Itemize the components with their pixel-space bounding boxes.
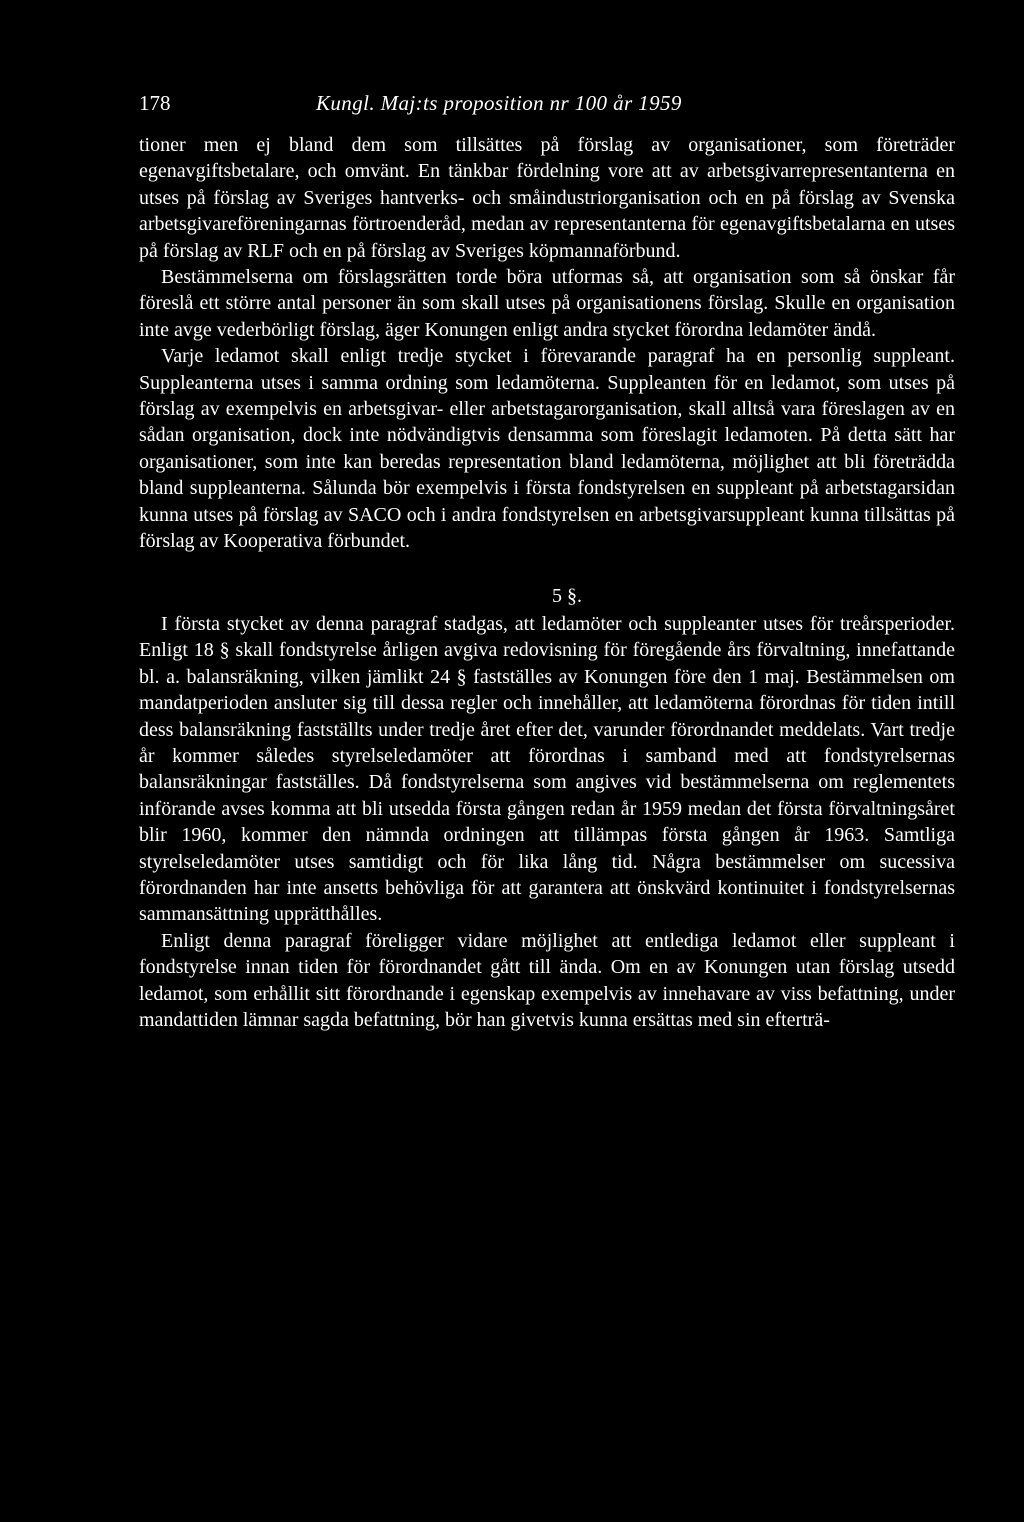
running-title: Kungl. Maj:ts proposition nr 100 år 1959	[316, 91, 682, 115]
section-heading: 5 §.	[552, 584, 582, 607]
paragraph-5: Enligt denna paragraf föreligger vidare möjlighet att entlediga ledamot eller suppleant i fondstyrelse innan tiden för förordnandet gått till ända. Om en av Konungen utan förslag utsedd ledamot, som erhållit sitt förordnande i egenskap exempelvis av innehavare av viss befattning, under mandattiden lämnar sagda befattning, bör han givetvis kunna ersättas med sin efterträ-	[139, 929, 955, 1031]
page-number: 178	[139, 91, 171, 115]
paragraph-2: Bestämmelserna om förslagsrätten torde böra utformas så, att organisation som så önskar får föreslå ett större antal personer än som skall utses på organisationens förslag. Skulle en organisation inte avge vederbörligt förslag, äger Konungen enligt andra stycket förordna ledamöter ändå.	[139, 266, 955, 341]
paragraph-1: tioner men ej bland dem som tillsättes på förslag av organisationer, som företräder egenavgiftsbetalare, och omvänt. En tänkbar fördelning vore att av arbetsgivarrepresentanterna en utses på förslag av Sveriges hantverks- och småindustriorganisation och en på förslag av Svenska arbetsgivareföreningarnas förtroenderåd, medan av representanterna för egenavgiftsbetalarna en utses på förslag av RLF och en på förslag av Sveriges köpmannaförbund.	[139, 134, 955, 262]
paragraph-3: Varje ledamot skall enligt tredje stycket i förevarande paragraf ha en personlig suppleant. Suppleanterna utses i samma ordning som ledamöterna. Suppleanten för en ledamot, som utses på förslag av exempelvis en arbetsgivar- eller arbetstagarorganisation, skall alltså vara föreslagen av en sådan organisation, dock inte nödvändigtvis densamma som föreslagit ledamoten. På detta sätt har organisationer, som inte kan beredas representation bland ledamöterna, möjlighet att bli företrädda bland suppleanterna. Sålunda bör exempelvis i första fondstyrelsen en suppleant på arbetstagarsidan kunna utses på förslag av SACO och i andra fondstyrelsen en arbetsgivarsuppleant kunna tillsättas på förslag av Kooperativa förbundet.	[139, 345, 955, 553]
body-text	[139, 132, 955, 1033]
paragraph-4: I första stycket av denna paragraf stadgas, att ledamöter och suppleanter utses för treårsperioder. Enligt 18 § skall fondstyrelse årligen avgiva redovisning för föregående års förvaltning, innefattande bl. a. balansräkning, vilken jämlikt 24 § fastställes av Konungen före den 1 maj. Bestämmelsen om mandatperioden ansluter sig till dessa regler och innehåller, att ledamöterna förordnas för tiden intill dess balansräkning fastställts under tredje året efter det, varunder förordnandet meddelats. Vart tredje år kommer således styrelseledamöter att förordnas i samband med att fondstyrelsernas balansräkningar fastställes. Då fondstyrelserna som angives vid bestämmelserna om reglementets införande avses komma att bli utsedda första gången redan år 1959 medan det första förvaltningsåret blir 1960, kommer den nämnda ordningen att tillämpas första gången år 1963. Samtliga styrelseledamöter utses samtidigt och för lika lång tid. Några bestämmelser om sucessiva förordnanden har inte ansetts behövliga för att garantera att önskvärd kontinuitet i fondstyrelsernas sammansättning upprätthålles.	[139, 612, 955, 926]
page-header	[139, 88, 959, 118]
